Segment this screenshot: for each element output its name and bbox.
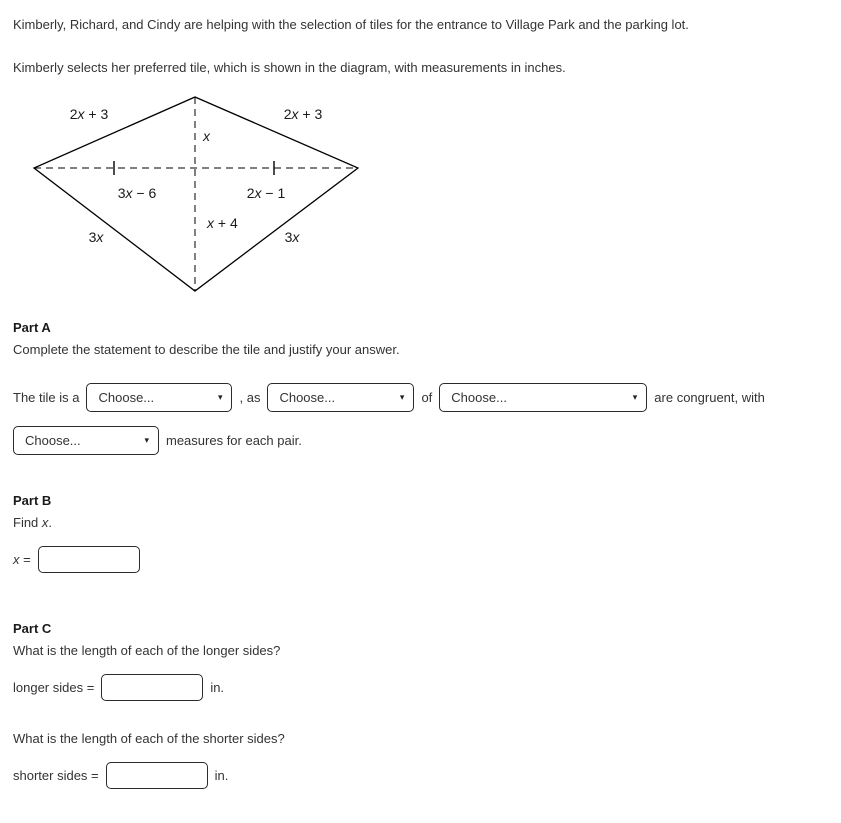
part-c-title: Part C: [13, 620, 52, 636]
longer-sides-answer-row: [13, 674, 827, 701]
kite-outline: [34, 97, 358, 291]
part-b-section: [13, 493, 827, 573]
label-vertical-upper: x: [203, 127, 210, 144]
dropdown-pairs[interactable]: [267, 383, 414, 412]
dropdown-value: Choose...: [98, 389, 155, 405]
x-label-variable: x: [13, 551, 20, 567]
label-horizontal-right: 2x − 1: [246, 184, 286, 201]
find-variable: x: [41, 514, 49, 530]
part-a-sentence-row-2: [13, 426, 827, 455]
longer-sides-question: What is the length of each of the longer sides?: [13, 642, 281, 658]
chevron-down-icon: ▾: [399, 391, 405, 402]
x-input[interactable]: [38, 546, 140, 573]
dropdown-tile-type[interactable]: [86, 383, 232, 412]
kite-svg: [19, 89, 381, 305]
part-b-title: Part B: [13, 492, 52, 508]
chevron-down-icon: ▾: [632, 391, 638, 402]
sentence-segment: are congruent, with: [654, 389, 765, 405]
label-top-right-side: 2x + 3: [283, 105, 323, 122]
shorter-sides-input[interactable]: [106, 762, 208, 789]
shorter-sides-label: shorter sides =: [13, 767, 99, 783]
part-b-instruction: [13, 515, 827, 530]
shorter-sides-question: What is the length of each of the shorter sides?: [13, 730, 285, 746]
x-label-equals: =: [23, 551, 31, 567]
shorter-sides-unit: in.: [214, 767, 229, 783]
label-horizontal-left: 3x − 6: [117, 184, 157, 201]
longer-sides-label: longer sides =: [13, 679, 95, 695]
intro-paragraph-2: Kimberly selects her preferred tile, which is shown in the diagram, with measurements in inches.: [13, 59, 566, 75]
dropdown-value: Choose...: [25, 432, 81, 448]
label-vertical-lower: x + 4: [207, 214, 238, 231]
part-a-section: [13, 320, 827, 455]
longer-sides-unit: in.: [210, 679, 225, 695]
sentence-segment: The tile is a: [13, 389, 80, 405]
intro-paragraph-1: Kimberly, Richard, and Cindy are helping with the selection of tiles for the entrance to Village Park and the parking lot.: [13, 17, 689, 32]
dropdown-value: Choose...: [279, 389, 336, 405]
kite-diagram: [19, 89, 827, 308]
label-bottom-left-side: 3x: [88, 228, 104, 245]
chevron-down-icon: ▾: [144, 434, 149, 445]
part-a-instruction: Complete the statement to describe the tile and justify your answer.: [13, 341, 400, 357]
part-c-section: [13, 621, 827, 789]
longer-sides-input[interactable]: [101, 674, 203, 701]
chevron-down-icon: ▾: [217, 391, 223, 402]
label-bottom-right-side: 3x: [284, 228, 300, 245]
find-punctuation: .: [48, 514, 53, 530]
dropdown-measure[interactable]: [13, 426, 159, 455]
part-a-sentence-row-1: [13, 383, 827, 412]
dropdown-sides[interactable]: [439, 383, 647, 412]
part-a-title: Part A: [13, 319, 51, 335]
sentence-segment: of: [421, 389, 433, 405]
part-b-answer-row: [13, 546, 827, 573]
sentence-segment: , as: [239, 389, 261, 405]
sentence-segment: measures for each pair.: [166, 432, 302, 448]
shorter-sides-answer-row: [13, 762, 827, 789]
find-text: Find: [13, 514, 42, 530]
label-top-left-side: 2x + 3: [69, 105, 109, 122]
dropdown-value: Choose...: [451, 389, 507, 405]
